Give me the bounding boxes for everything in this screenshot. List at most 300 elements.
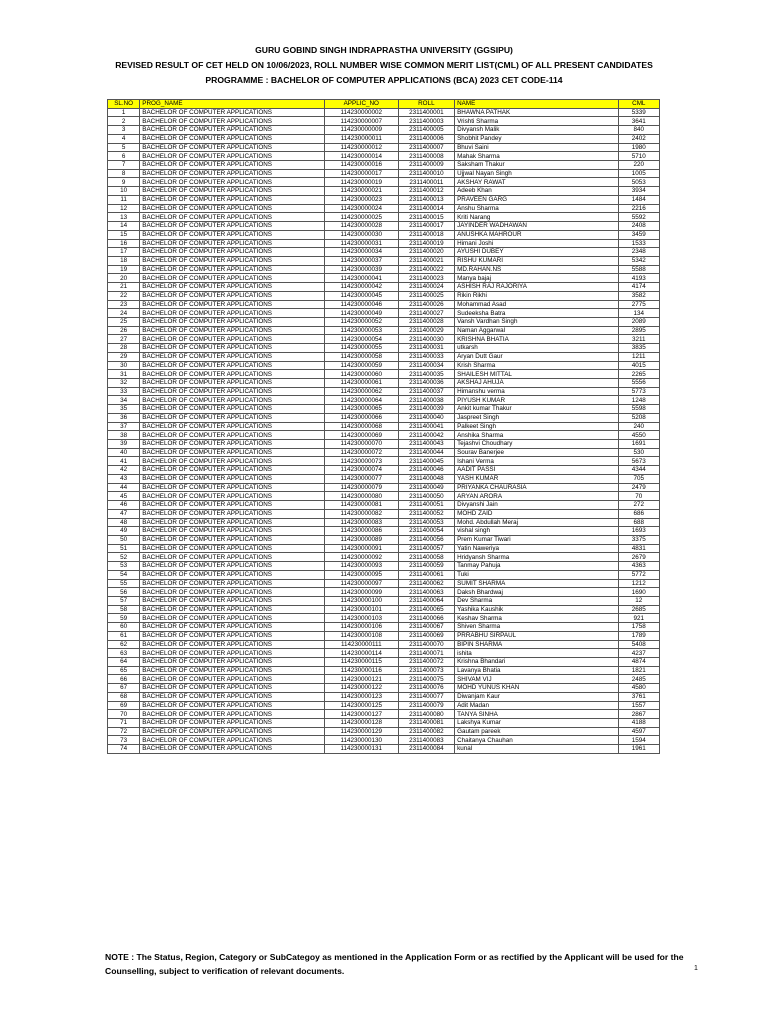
cell-cml: 12 [618, 596, 659, 605]
cell-applic-no: 114230000002 [324, 108, 398, 117]
cell-name: MD.RAHAN.NS [455, 265, 618, 274]
table-row [108, 745, 660, 754]
cell-applic-no: 114230000023 [324, 195, 398, 204]
cell-applic-no: 114230000060 [324, 370, 398, 379]
cell-applic-no: 114230000106 [324, 623, 398, 632]
cell-prog-name: BACHELOR OF COMPUTER APPLICATIONS [140, 317, 325, 326]
cell-prog-name: BACHELOR OF COMPUTER APPLICATIONS [140, 213, 325, 222]
table-row [108, 396, 660, 405]
cell-applic-no: 114230000025 [324, 213, 398, 222]
cell-prog-name: BACHELOR OF COMPUTER APPLICATIONS [140, 736, 325, 745]
cell-slno: 31 [108, 370, 140, 379]
cell-prog-name: BACHELOR OF COMPUTER APPLICATIONS [140, 658, 325, 667]
cell-applic-no: 114230000101 [324, 605, 398, 614]
cell-cml: 134 [618, 309, 659, 318]
table-row [108, 431, 660, 440]
table-row [108, 492, 660, 501]
cell-roll: 2311400011 [398, 178, 455, 187]
table-row [108, 501, 660, 510]
cell-applic-no: 114230000122 [324, 684, 398, 693]
cell-slno: 50 [108, 535, 140, 544]
table-row [108, 309, 660, 318]
cell-cml: 2265 [618, 370, 659, 379]
cell-prog-name: BACHELOR OF COMPUTER APPLICATIONS [140, 623, 325, 632]
cell-prog-name: BACHELOR OF COMPUTER APPLICATIONS [140, 666, 325, 675]
cell-roll: 2311400062 [398, 579, 455, 588]
cell-cml: 5592 [618, 213, 659, 222]
cell-name: Daksh Bhardwaj [455, 588, 618, 597]
cell-prog-name: BACHELOR OF COMPUTER APPLICATIONS [140, 204, 325, 213]
cell-applic-no: 114230000114 [324, 649, 398, 658]
cell-applic-no: 114230000089 [324, 535, 398, 544]
cell-name: Shiven Sharma [455, 623, 618, 632]
table-row [108, 666, 660, 675]
cell-cml: 3934 [618, 187, 659, 196]
table-row [108, 134, 660, 143]
cell-roll: 2311400066 [398, 614, 455, 623]
cell-prog-name: BACHELOR OF COMPUTER APPLICATIONS [140, 727, 325, 736]
cell-applic-no: 114230000130 [324, 736, 398, 745]
cell-cml: 2679 [618, 553, 659, 562]
cell-slno: 14 [108, 222, 140, 231]
cell-name: Dev Sharma [455, 596, 618, 605]
cell-slno: 36 [108, 413, 140, 422]
cell-cml: 1594 [618, 736, 659, 745]
cell-slno: 55 [108, 579, 140, 588]
cell-applic-no: 114230000099 [324, 588, 398, 597]
cell-roll: 2311400040 [398, 413, 455, 422]
table-row [108, 317, 660, 326]
cell-name: Vansh Vardhan Singh [455, 317, 618, 326]
cell-name: SHAILESH MITTAL [455, 370, 618, 379]
cell-cml: 3375 [618, 535, 659, 544]
cell-roll: 2311400033 [398, 352, 455, 361]
cell-slno: 24 [108, 309, 140, 318]
cell-slno: 48 [108, 518, 140, 527]
cell-cml: 1980 [618, 143, 659, 152]
cell-roll: 2311400036 [398, 379, 455, 388]
cell-roll: 2311400007 [398, 143, 455, 152]
cell-prog-name: BACHELOR OF COMPUTER APPLICATIONS [140, 230, 325, 239]
cell-name: Ishani Verma [455, 457, 618, 466]
cell-slno: 25 [108, 317, 140, 326]
cell-cml: 1961 [618, 745, 659, 754]
cell-applic-no: 114230000062 [324, 387, 398, 396]
cell-applic-no: 114230000034 [324, 248, 398, 257]
cell-roll: 2311400021 [398, 256, 455, 265]
cell-cml: 5710 [618, 152, 659, 161]
cell-applic-no: 114230000125 [324, 701, 398, 710]
table-row [108, 474, 660, 483]
cell-name: Lakshya Kumar [455, 719, 618, 728]
cell-name: utkarsh [455, 344, 618, 353]
cell-slno: 16 [108, 239, 140, 248]
cell-prog-name: BACHELOR OF COMPUTER APPLICATIONS [140, 518, 325, 527]
cell-applic-no: 114230000019 [324, 178, 398, 187]
table-row [108, 701, 660, 710]
cell-roll: 2311400019 [398, 239, 455, 248]
cell-prog-name: BACHELOR OF COMPUTER APPLICATIONS [140, 745, 325, 754]
table-row [108, 274, 660, 283]
column-header-name: NAME [455, 100, 618, 109]
cell-slno: 46 [108, 501, 140, 510]
column-header-applic-no: APPLIC_NO [324, 100, 398, 109]
cell-roll: 2311400048 [398, 474, 455, 483]
cell-cml: 530 [618, 448, 659, 457]
table-row [108, 658, 660, 667]
cell-roll: 2311400039 [398, 405, 455, 414]
cell-cml: 5772 [618, 570, 659, 579]
cell-prog-name: BACHELOR OF COMPUTER APPLICATIONS [140, 222, 325, 231]
cell-applic-no: 114230000055 [324, 344, 398, 353]
cell-name: BIPIN SHARMA [455, 640, 618, 649]
cell-cml: 4874 [618, 658, 659, 667]
cell-cml: 705 [618, 474, 659, 483]
table-row [108, 509, 660, 518]
table-row [108, 187, 660, 196]
cell-prog-name: BACHELOR OF COMPUTER APPLICATIONS [140, 161, 325, 170]
cell-slno: 4 [108, 134, 140, 143]
cell-cml: 4550 [618, 431, 659, 440]
cell-roll: 2311400013 [398, 195, 455, 204]
cell-slno: 49 [108, 527, 140, 536]
cell-prog-name: BACHELOR OF COMPUTER APPLICATIONS [140, 256, 325, 265]
cell-slno: 18 [108, 256, 140, 265]
cell-slno: 20 [108, 274, 140, 283]
cell-prog-name: BACHELOR OF COMPUTER APPLICATIONS [140, 283, 325, 292]
cell-cml: 1212 [618, 579, 659, 588]
cell-prog-name: BACHELOR OF COMPUTER APPLICATIONS [140, 134, 325, 143]
cell-roll: 2311400005 [398, 126, 455, 135]
cell-name: Mohd. Abdullah Meraj [455, 518, 618, 527]
cell-name: MOHD ZAID [455, 509, 618, 518]
cell-name: PRIYANKA CHAURASIA [455, 483, 618, 492]
cell-name: Divyanshi Jain [455, 501, 618, 510]
cell-roll: 2311400037 [398, 387, 455, 396]
cell-cml: 272 [618, 501, 659, 510]
cell-slno: 60 [108, 623, 140, 632]
cell-applic-no: 114230000083 [324, 518, 398, 527]
cell-roll: 2311400034 [398, 361, 455, 370]
cell-prog-name: BACHELOR OF COMPUTER APPLICATIONS [140, 509, 325, 518]
cell-slno: 57 [108, 596, 140, 605]
cell-cml: 921 [618, 614, 659, 623]
cell-prog-name: BACHELOR OF COMPUTER APPLICATIONS [140, 413, 325, 422]
cell-name: Hridyansh Sharma [455, 553, 618, 562]
cell-roll: 2311400015 [398, 213, 455, 222]
programme-title: PROGRAMME : BACHELOR OF COMPUTER APPLICATIONS (BCA) 2023 CET CODE-114 [205, 75, 563, 85]
cell-roll: 2311400042 [398, 431, 455, 440]
cell-name: vishal singh [455, 527, 618, 536]
table-row [108, 169, 660, 178]
cell-prog-name: BACHELOR OF COMPUTER APPLICATIONS [140, 352, 325, 361]
cell-name: Jaspreet Singh [455, 413, 618, 422]
table-row [108, 684, 660, 693]
table-row [108, 631, 660, 640]
cell-slno: 29 [108, 352, 140, 361]
cell-cml: 5556 [618, 379, 659, 388]
cell-cml: 2895 [618, 326, 659, 335]
cell-roll: 2311400059 [398, 562, 455, 571]
table-row [108, 239, 660, 248]
cell-roll: 2311400050 [398, 492, 455, 501]
cell-applic-no: 114230000091 [324, 544, 398, 553]
cell-applic-no: 114230000077 [324, 474, 398, 483]
cell-applic-no: 114230000046 [324, 300, 398, 309]
cell-roll: 2311400069 [398, 631, 455, 640]
cell-cml: 1533 [618, 239, 659, 248]
cell-name: MOHD YUNUS KHAN [455, 684, 618, 693]
cell-roll: 2311400054 [398, 527, 455, 536]
cell-prog-name: BACHELOR OF COMPUTER APPLICATIONS [140, 126, 325, 135]
cell-name: SUMIT SHARMA [455, 579, 618, 588]
cell-prog-name: BACHELOR OF COMPUTER APPLICATIONS [140, 265, 325, 274]
cell-name: Gautam pareek [455, 727, 618, 736]
table-row [108, 710, 660, 719]
cell-applic-no: 114230000065 [324, 405, 398, 414]
cell-cml: 2867 [618, 710, 659, 719]
cell-name: AADIT PASSI [455, 466, 618, 475]
table-row [108, 379, 660, 388]
table-row [108, 675, 660, 684]
cell-slno: 21 [108, 283, 140, 292]
table-row [108, 719, 660, 728]
cell-name: Mohammad Asad [455, 300, 618, 309]
cell-slno: 11 [108, 195, 140, 204]
cell-prog-name: BACHELOR OF COMPUTER APPLICATIONS [140, 405, 325, 414]
cell-slno: 9 [108, 178, 140, 187]
cell-slno: 56 [108, 588, 140, 597]
cell-name: Chaitanya Chauhan [455, 736, 618, 745]
cell-applic-no: 114230000017 [324, 169, 398, 178]
table-row [108, 344, 660, 353]
cell-prog-name: BACHELOR OF COMPUTER APPLICATIONS [140, 152, 325, 161]
cell-slno: 42 [108, 466, 140, 475]
table-row [108, 614, 660, 623]
cell-prog-name: BACHELOR OF COMPUTER APPLICATIONS [140, 535, 325, 544]
cell-cml: 3211 [618, 335, 659, 344]
cell-roll: 2311400080 [398, 710, 455, 719]
table-row [108, 562, 660, 571]
cell-name: kunal [455, 745, 618, 754]
cell-name: Rikin Rikhi [455, 291, 618, 300]
cell-slno: 19 [108, 265, 140, 274]
cell-roll: 2311400030 [398, 335, 455, 344]
table-row [108, 570, 660, 579]
cell-name: Tuki [455, 570, 618, 579]
cell-slno: 27 [108, 335, 140, 344]
table-row [108, 300, 660, 309]
table-row [108, 553, 660, 562]
table-row [108, 335, 660, 344]
table-row [108, 579, 660, 588]
cell-name: Anshika Sharma [455, 431, 618, 440]
cell-roll: 2311400026 [398, 300, 455, 309]
cell-name: Keshav Sharma [455, 614, 618, 623]
cell-cml: 840 [618, 126, 659, 135]
cell-name: RISHU KUMARI [455, 256, 618, 265]
cell-roll: 2311400024 [398, 283, 455, 292]
cell-applic-no: 114230000128 [324, 719, 398, 728]
table-row [108, 518, 660, 527]
cell-roll: 2311400023 [398, 274, 455, 283]
table-row [108, 448, 660, 457]
cell-name: Sourav Banerjee [455, 448, 618, 457]
cell-cml: 1484 [618, 195, 659, 204]
cell-cml: 5773 [618, 387, 659, 396]
cell-cml: 2479 [618, 483, 659, 492]
cell-cml: 5408 [618, 640, 659, 649]
cell-applic-no: 114230000086 [324, 527, 398, 536]
cell-applic-no: 114230000049 [324, 309, 398, 318]
cell-cml: 2408 [618, 222, 659, 231]
cell-prog-name: BACHELOR OF COMPUTER APPLICATIONS [140, 448, 325, 457]
table-row [108, 108, 660, 117]
cell-prog-name: BACHELOR OF COMPUTER APPLICATIONS [140, 457, 325, 466]
table-row [108, 352, 660, 361]
table-row [108, 596, 660, 605]
table-row [108, 213, 660, 222]
cell-applic-no: 114230000079 [324, 483, 398, 492]
cell-applic-no: 114230000116 [324, 666, 398, 675]
cell-name: Palkeet Singh [455, 422, 618, 431]
cell-slno: 73 [108, 736, 140, 745]
cell-applic-no: 114230000041 [324, 274, 398, 283]
cell-applic-no: 114230000045 [324, 291, 398, 300]
cell-applic-no: 114230000054 [324, 335, 398, 344]
cell-name: KRISHNA BHATIA [455, 335, 618, 344]
cell-roll: 2311400061 [398, 570, 455, 579]
cell-name: Adit Madan [455, 701, 618, 710]
cell-roll: 2311400053 [398, 518, 455, 527]
cell-slno: 62 [108, 640, 140, 649]
table-row [108, 161, 660, 170]
cell-applic-no: 114230000097 [324, 579, 398, 588]
footer-note: NOTE : The Status, Region, Category or SubCategoy as mentioned in the Application Form or as rectified by the Applicant will be used for the Counselling, subject to verification of relevant documents. [105, 952, 684, 976]
table-row [108, 466, 660, 475]
cell-name: Krishna Bhandari [455, 658, 618, 667]
cell-cml: 1821 [618, 666, 659, 675]
cell-roll: 2311400065 [398, 605, 455, 614]
cell-prog-name: BACHELOR OF COMPUTER APPLICATIONS [140, 605, 325, 614]
table-header-row [108, 100, 660, 109]
cell-prog-name: BACHELOR OF COMPUTER APPLICATIONS [140, 370, 325, 379]
cell-cml: 4597 [618, 727, 659, 736]
cell-name: Himani Joshi [455, 239, 618, 248]
cell-prog-name: BACHELOR OF COMPUTER APPLICATIONS [140, 553, 325, 562]
cell-applic-no: 114230000081 [324, 501, 398, 510]
cell-prog-name: BACHELOR OF COMPUTER APPLICATIONS [140, 187, 325, 196]
table-row [108, 222, 660, 231]
cell-roll: 2311400008 [398, 152, 455, 161]
cell-slno: 68 [108, 692, 140, 701]
cell-prog-name: BACHELOR OF COMPUTER APPLICATIONS [140, 474, 325, 483]
cell-prog-name: BACHELOR OF COMPUTER APPLICATIONS [140, 614, 325, 623]
cell-applic-no: 114230000129 [324, 727, 398, 736]
cell-roll: 2311400056 [398, 535, 455, 544]
cell-slno: 44 [108, 483, 140, 492]
cell-slno: 35 [108, 405, 140, 414]
cell-applic-no: 114230000053 [324, 326, 398, 335]
cell-cml: 688 [618, 518, 659, 527]
cell-name: TANYA SINHA [455, 710, 618, 719]
cell-slno: 74 [108, 745, 140, 754]
table-row [108, 370, 660, 379]
table-row [108, 588, 660, 597]
cell-roll: 2311400070 [398, 640, 455, 649]
cell-roll: 2311400057 [398, 544, 455, 553]
cell-name: Vrishti Sharma [455, 117, 618, 126]
cell-roll: 2311400075 [398, 675, 455, 684]
cell-applic-no: 114230000059 [324, 361, 398, 370]
cell-slno: 30 [108, 361, 140, 370]
cell-cml: 2348 [618, 248, 659, 257]
cell-roll: 2311400084 [398, 745, 455, 754]
cell-applic-no: 114230000103 [324, 614, 398, 623]
table-row [108, 117, 660, 126]
cell-applic-no: 114230000108 [324, 631, 398, 640]
cell-prog-name: BACHELOR OF COMPUTER APPLICATIONS [140, 719, 325, 728]
cell-name: ASHISH RAJ RAJORIYA [455, 283, 618, 292]
cell-name: Divyansh Malik [455, 126, 618, 135]
cell-roll: 2311400081 [398, 719, 455, 728]
cell-prog-name: BACHELOR OF COMPUTER APPLICATIONS [140, 344, 325, 353]
cell-name: AKSHAJ AHUJA [455, 379, 618, 388]
cell-cml: 2402 [618, 134, 659, 143]
cell-slno: 64 [108, 658, 140, 667]
table-row [108, 195, 660, 204]
cell-name: Adeeb Khan [455, 187, 618, 196]
cell-prog-name: BACHELOR OF COMPUTER APPLICATIONS [140, 710, 325, 719]
cell-name: Prem Kumar Tiwari [455, 535, 618, 544]
table-row [108, 649, 660, 658]
cell-name: Kriti Narang [455, 213, 618, 222]
cell-name: Saksham Thakur [455, 161, 618, 170]
table-row [108, 422, 660, 431]
cell-name: Bhuvi Saini [455, 143, 618, 152]
table-row [108, 457, 660, 466]
cell-prog-name: BACHELOR OF COMPUTER APPLICATIONS [140, 640, 325, 649]
cell-prog-name: BACHELOR OF COMPUTER APPLICATIONS [140, 483, 325, 492]
cell-roll: 2311400064 [398, 596, 455, 605]
cell-slno: 53 [108, 562, 140, 571]
cell-prog-name: BACHELOR OF COMPUTER APPLICATIONS [140, 248, 325, 257]
cell-prog-name: BACHELOR OF COMPUTER APPLICATIONS [140, 326, 325, 335]
cell-cml: 1557 [618, 701, 659, 710]
cell-applic-no: 114230000069 [324, 431, 398, 440]
cell-roll: 2311400031 [398, 344, 455, 353]
cell-slno: 69 [108, 701, 140, 710]
cell-roll: 2311400073 [398, 666, 455, 675]
cell-name: PRAVEEN GARG [455, 195, 618, 204]
cell-applic-no: 114230000052 [324, 317, 398, 326]
cell-slno: 71 [108, 719, 140, 728]
cell-cml: 1691 [618, 440, 659, 449]
cell-slno: 7 [108, 161, 140, 170]
cell-prog-name: BACHELOR OF COMPUTER APPLICATIONS [140, 379, 325, 388]
cell-applic-no: 114230000070 [324, 440, 398, 449]
cell-slno: 61 [108, 631, 140, 640]
cell-name: AYUSHI DUBEY [455, 248, 618, 257]
table-row [108, 283, 660, 292]
cell-applic-no: 114230000058 [324, 352, 398, 361]
cell-prog-name: BACHELOR OF COMPUTER APPLICATIONS [140, 300, 325, 309]
cell-prog-name: BACHELOR OF COMPUTER APPLICATIONS [140, 274, 325, 283]
cell-name: Mahak Sharma [455, 152, 618, 161]
cell-applic-no: 114230000037 [324, 256, 398, 265]
cell-roll: 2311400014 [398, 204, 455, 213]
table-row [108, 413, 660, 422]
